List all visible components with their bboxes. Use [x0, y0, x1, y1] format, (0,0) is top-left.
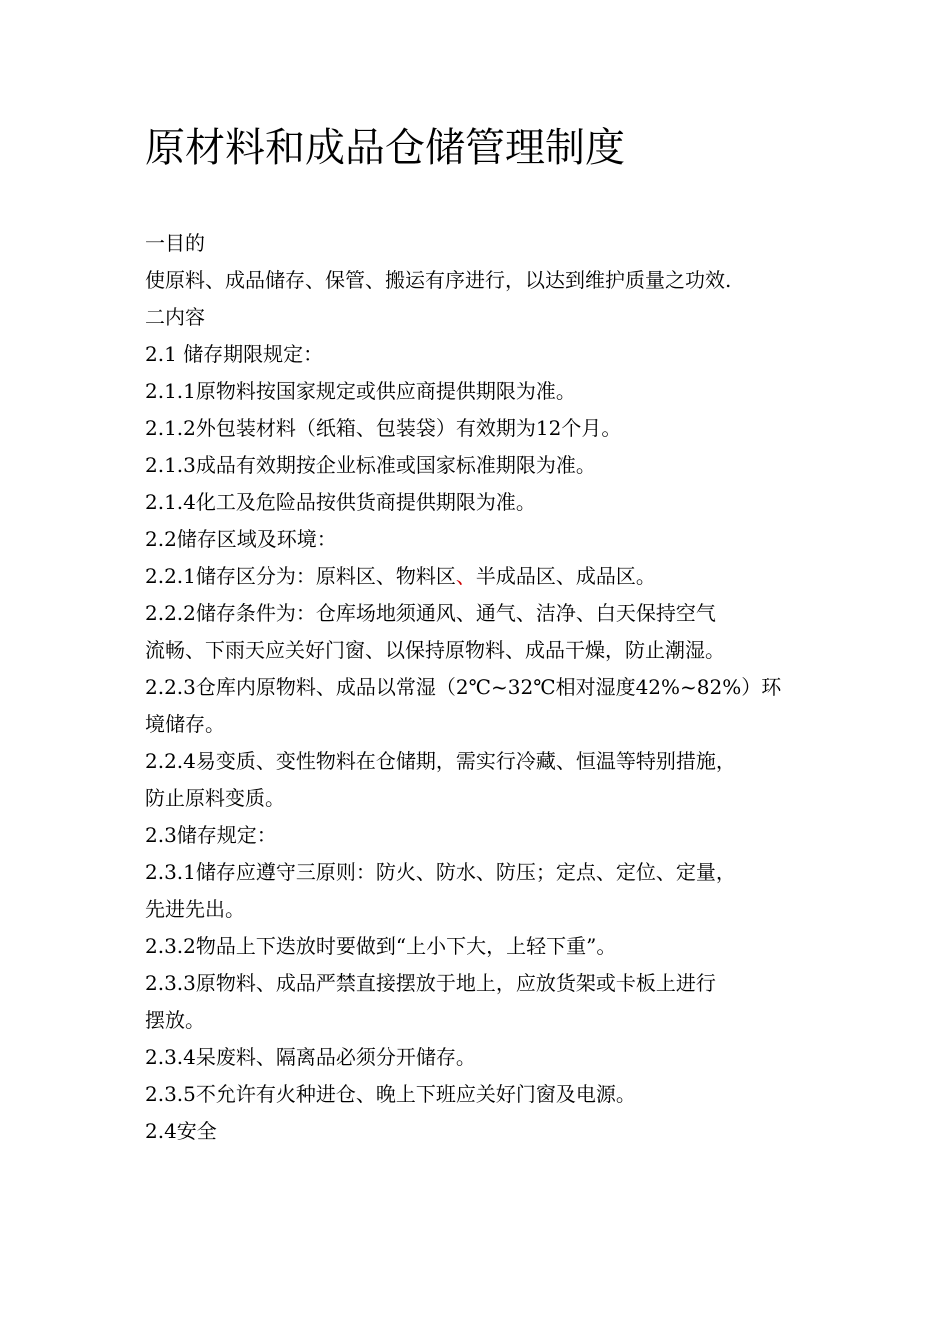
paragraph-line: 先进先出。: [145, 897, 245, 921]
subsection-heading-2-3: 2.3储存规定：: [145, 823, 277, 847]
paragraph-line: 2.3.1储存应遵守三原则：防火、防水、防压；定点、定位、定量，: [145, 860, 736, 884]
subsection-heading-2-2: 2.2储存区域及环境：: [145, 527, 337, 551]
paragraph-line: 2.1.3成品有效期按企业标准或国家标准期限为准。: [145, 453, 596, 477]
paragraph-line: 2.3.3原物料、成品严禁直接摆放于地上，应放货架或卡板上进行: [145, 971, 716, 995]
paragraph-line: 使原料、成品储存、保管、搬运有序进行，以达到维护质量之功效.: [145, 268, 732, 292]
paragraph-line-2-2-1: [145, 558, 815, 595]
paragraph-line: 流畅、下雨天应关好门窗、以保持原物料、成品干燥，防止潮湿。: [145, 638, 725, 662]
section-heading-purpose: 一目的: [145, 231, 205, 255]
subsection-heading-2-4: 2.4安全: [145, 1119, 217, 1143]
paragraph-line: 境储存。: [145, 712, 225, 736]
paragraph-line: 2.1.2外包装材料（纸箱、包装袋）有效期为12个月。: [145, 416, 622, 440]
paragraph-line: 2.3.4呆废料、隔离品必须分开储存。: [145, 1045, 476, 1069]
paragraph-line: 2.3.2物品上下迭放时要做到“上小下大，上轻下重”。: [145, 934, 617, 958]
paragraph-line: 2.3.5不允许有火种进仓、晚上下班应关好门窗及电源。: [145, 1082, 636, 1106]
paragraph-line: 2.2.2储存条件为：仓库场地须通风、通气、洁净、白天保持空气: [145, 601, 716, 625]
red-punctuation-mark: 、: [455, 564, 476, 588]
subsection-heading-2-1: 2.1 储存期限规定：: [145, 342, 324, 366]
paragraph-line: 防止原料变质。: [145, 786, 285, 810]
paragraph-line: 摆放。: [145, 1008, 205, 1032]
document-body: [145, 225, 815, 1150]
paragraph-line: 2.1.4化工及危险品按供货商提供期限为准。: [145, 490, 536, 514]
line-head: 2.2.1储存区分为：原料区、物料区: [145, 564, 456, 588]
paragraph-line: 2.2.4易变质、变性物料在仓储期，需实行冷藏、恒温等特别措施，: [145, 749, 736, 773]
paragraph-line: 2.2.3仓库内原物料、成品以常湿（2℃~32℃相对湿度42%~82%）环: [145, 675, 782, 699]
line-tail: 半成品区、成品区。: [475, 564, 656, 588]
section-heading-content: 二内容: [145, 305, 205, 329]
page-title: 原材料和成品仓储管理制度: [145, 125, 625, 171]
paragraph-line: 2.1.1原物料按国家规定或供应商提供期限为准。: [145, 379, 576, 403]
